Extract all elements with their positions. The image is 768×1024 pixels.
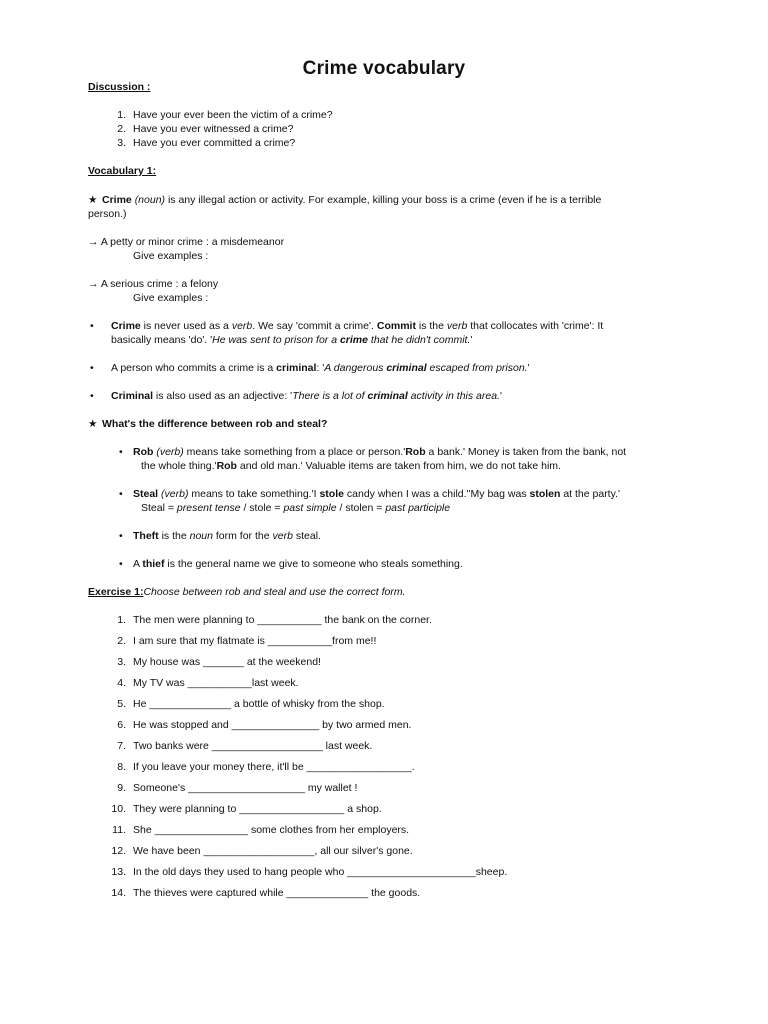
item-number: 12. bbox=[111, 845, 126, 857]
theft-definition bbox=[133, 530, 321, 544]
text: Steal = bbox=[141, 502, 177, 514]
crime-definition-line1 bbox=[88, 194, 601, 208]
item-text: My house was _______ at the weekend! bbox=[133, 656, 321, 668]
criminal-adjective-line bbox=[111, 390, 502, 404]
exercise-heading: Exercise 1: bbox=[88, 586, 144, 598]
text: steal. bbox=[292, 530, 321, 542]
definition-text: is any illegal action or activity. For example, killing your boss is a crime (even if he is a terrible bbox=[165, 194, 602, 206]
exercise-instruction: Choose between rob and steal and use the correct form. bbox=[143, 586, 406, 598]
term: criminal bbox=[386, 362, 427, 374]
bullet-icon: • bbox=[119, 446, 123, 458]
italic-text: present tense bbox=[176, 502, 241, 514]
italic-text: There is a lot of bbox=[292, 390, 368, 402]
text: is the bbox=[158, 530, 190, 542]
text: A person who commits a crime is a bbox=[111, 362, 277, 374]
item-number: 2. bbox=[117, 635, 126, 647]
item-number: 2. bbox=[117, 123, 126, 135]
italic-text: that he didn't commit. bbox=[368, 334, 471, 346]
item-number: 11. bbox=[112, 824, 126, 836]
steal-definition-line1 bbox=[133, 488, 620, 502]
vocabulary-heading: Vocabulary 1: bbox=[88, 165, 157, 177]
heading-text: What's the difference between rob and steal? bbox=[102, 418, 328, 430]
text: ' bbox=[527, 362, 530, 374]
star-icon: ★ bbox=[88, 418, 98, 430]
text: ' bbox=[470, 334, 473, 346]
text: a bank.' Money is taken from the bank, not bbox=[425, 446, 627, 458]
rob-definition-line1 bbox=[133, 446, 626, 460]
star-icon: ★ bbox=[88, 194, 98, 206]
item-number: 7. bbox=[117, 740, 126, 752]
item-text: Have you ever committed a crime? bbox=[133, 137, 296, 149]
italic-text: verb bbox=[231, 320, 253, 332]
term: Steal bbox=[133, 488, 159, 500]
item-number: 8. bbox=[117, 761, 126, 773]
term: stolen bbox=[529, 488, 561, 500]
serious-examples-prompt: Give examples : bbox=[133, 292, 209, 304]
crime-usage-line1 bbox=[111, 320, 603, 334]
item-number: 10. bbox=[111, 803, 126, 815]
term: Crime bbox=[111, 320, 141, 332]
term: thief bbox=[142, 558, 165, 570]
bullet-icon: • bbox=[90, 362, 94, 374]
item-number: 1. bbox=[117, 614, 126, 626]
italic-text: verb bbox=[446, 320, 468, 332]
text: : ' bbox=[316, 362, 325, 374]
term: crime bbox=[339, 334, 368, 346]
item-number: 4. bbox=[117, 677, 126, 689]
bullet-icon: • bbox=[119, 530, 123, 542]
bullet-icon: • bbox=[90, 320, 94, 332]
text: is never used as a bbox=[140, 320, 232, 332]
italic-text: noun bbox=[189, 530, 213, 542]
text: / stolen = bbox=[336, 502, 386, 514]
text: form for the bbox=[212, 530, 273, 542]
term: criminal bbox=[367, 390, 408, 402]
italic-text: escaped from prison. bbox=[426, 362, 528, 374]
term: Criminal bbox=[111, 390, 154, 402]
text: the whole thing.' bbox=[141, 460, 217, 472]
criminal-noun-line bbox=[111, 362, 530, 376]
petty-crime-line: → A petty or minor crime : a misdemeanor bbox=[88, 236, 285, 248]
text: basically means 'do'. ' bbox=[111, 334, 213, 346]
italic-text: (verb) bbox=[158, 488, 189, 500]
text: at the party.' bbox=[560, 488, 620, 500]
text: A bbox=[133, 558, 143, 570]
text: . We say 'commit a crime'. bbox=[252, 320, 377, 332]
italic-text: past participle bbox=[385, 502, 451, 514]
term: Theft bbox=[133, 530, 159, 542]
rob-steal-heading bbox=[88, 418, 327, 432]
item-number: 3. bbox=[117, 656, 126, 668]
term: Crime bbox=[102, 194, 132, 206]
item-text: Have you ever witnessed a crime? bbox=[133, 123, 294, 135]
text: that collocates with 'crime': It bbox=[467, 320, 604, 332]
italic-text: A dangerous bbox=[324, 362, 387, 374]
page-title: Crime vocabulary bbox=[302, 58, 466, 79]
item-text: Two banks were ___________________ last week. bbox=[133, 740, 373, 752]
text: means to take something.'I bbox=[188, 488, 320, 500]
italic-text: past simple bbox=[283, 502, 337, 514]
item-text: If you leave your money there, it'll be __________________. bbox=[133, 761, 415, 773]
term: criminal bbox=[276, 362, 317, 374]
term: Commit bbox=[376, 320, 416, 332]
item-text: I am sure that my flatmate is ___________from me!! bbox=[133, 635, 377, 647]
item-text: The men were planning to ___________ the bank on the corner. bbox=[133, 614, 432, 626]
italic-text: He was sent to prison for a bbox=[212, 334, 340, 346]
text: is the bbox=[415, 320, 447, 332]
bullet-icon: • bbox=[90, 390, 94, 402]
text: is the general name we give to someone who steals something. bbox=[164, 558, 463, 570]
serious-crime-line: → A serious crime : a felony bbox=[88, 278, 219, 290]
term: Rob bbox=[216, 460, 237, 472]
text: ' bbox=[499, 390, 502, 402]
text: candy when I was a child.''My bag was bbox=[343, 488, 530, 500]
crime-definition-line2: person.) bbox=[88, 208, 127, 220]
item-number: 5. bbox=[117, 698, 126, 710]
item-text: He was stopped and _______________ by two armed men. bbox=[133, 719, 412, 731]
term: Rob bbox=[133, 446, 154, 458]
text: is also used as an adjective: ' bbox=[153, 390, 293, 402]
item-text: My TV was ___________last week. bbox=[133, 677, 299, 689]
text: means take something from a place or person.' bbox=[183, 446, 406, 458]
item-text: Someone's ____________________ my wallet ! bbox=[133, 782, 358, 794]
item-text: The thieves were captured while ______________ the goods. bbox=[133, 887, 421, 899]
item-text: They were planning to __________________ a shop. bbox=[133, 803, 382, 815]
text: and old man.' Valuable items are taken from him, we do not take him. bbox=[236, 460, 561, 472]
item-number: 9. bbox=[117, 782, 126, 794]
bullet-icon: • bbox=[119, 558, 123, 570]
item-text: She ________________ some clothes from her employers. bbox=[133, 824, 410, 836]
term: Rob bbox=[405, 446, 426, 458]
exercise-heading-line bbox=[88, 586, 406, 600]
item-text: Have your ever been the victim of a crime? bbox=[133, 109, 333, 121]
item-number: 3. bbox=[117, 137, 126, 149]
text: / stole = bbox=[240, 502, 284, 514]
item-number: 13. bbox=[111, 866, 126, 878]
petty-examples-prompt: Give examples : bbox=[133, 250, 209, 262]
item-number: 1. bbox=[117, 109, 126, 121]
italic-text: activity in this area. bbox=[407, 390, 500, 402]
crime-usage-line2 bbox=[111, 334, 472, 348]
steal-forms-line bbox=[141, 502, 450, 516]
item-text: He ______________ a bottle of whisky from the shop. bbox=[133, 698, 385, 710]
bullet-icon: • bbox=[119, 488, 123, 500]
item-text: We have been ___________________, all our silver's gone. bbox=[133, 845, 413, 857]
item-number: 14. bbox=[111, 887, 126, 899]
thief-definition bbox=[133, 558, 463, 572]
italic-text: (verb) bbox=[153, 446, 184, 458]
italic-text: verb bbox=[272, 530, 293, 542]
item-number: 6. bbox=[117, 719, 126, 731]
discussion-heading: Discussion : bbox=[88, 81, 151, 93]
item-text: In the old days they used to hang people who ______________________sheep. bbox=[133, 866, 508, 878]
rob-definition-line2 bbox=[141, 460, 561, 474]
part-of-speech: (noun) bbox=[134, 194, 166, 206]
term: stole bbox=[319, 488, 344, 500]
